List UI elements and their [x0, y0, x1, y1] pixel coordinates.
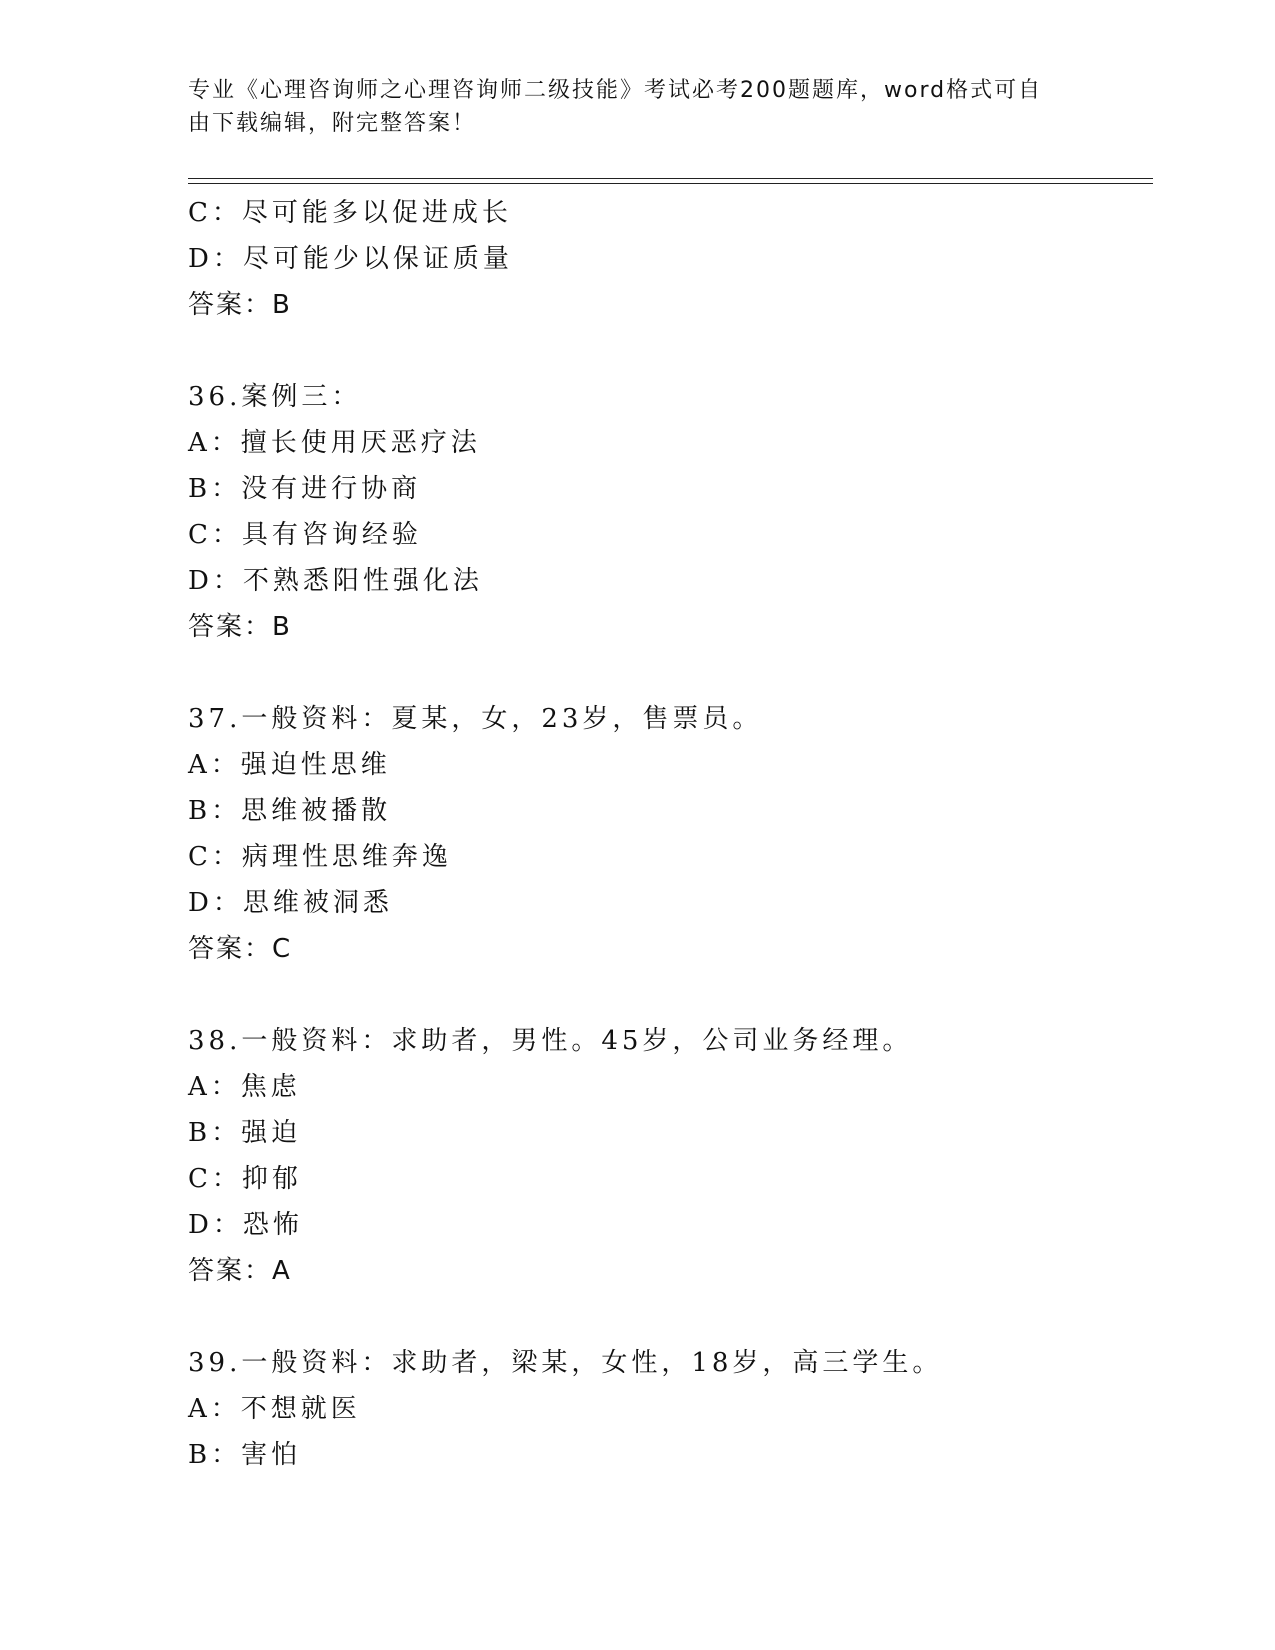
answer: 答案：B: [188, 290, 292, 320]
option-b: B：强迫: [188, 1118, 302, 1148]
document-header: [188, 74, 1068, 140]
question-stem: 39.一般资料：求助者，梁某，女性，18岁，高三学生。: [188, 1348, 943, 1378]
option-c: C：病理性思维奔逸: [188, 842, 452, 872]
option-b: B：没有进行协商: [188, 474, 422, 504]
option-d: D：恐怖: [188, 1210, 303, 1240]
question-37: [188, 696, 1153, 972]
option-a: A：焦虑: [188, 1072, 301, 1102]
option-a: A：不想就医: [188, 1394, 361, 1424]
option-b: B：害怕: [188, 1440, 302, 1470]
option-b: B：思维被播散: [188, 796, 392, 826]
header-divider-top: [188, 178, 1153, 179]
header-line-2: 由下载编辑，附完整答案！: [188, 111, 477, 136]
question-stem: 36.案例三：: [188, 382, 362, 412]
answer: 答案：A: [188, 1256, 292, 1286]
question-stem: 38.一般资料：求助者，男性。45岁，公司业务经理。: [188, 1026, 913, 1056]
question-carryover: [188, 190, 1153, 328]
option-d: D：思维被洞悉: [188, 888, 393, 918]
question-stem: 37.一般资料：夏某，女，23岁，售票员。: [188, 704, 763, 734]
option-c: C：具有咨询经验: [188, 520, 422, 550]
spacer: [188, 650, 1153, 696]
spacer: [188, 1294, 1153, 1340]
spacer: [188, 972, 1153, 1018]
option-c: C：尽可能多以促进成长: [188, 198, 512, 228]
option-d: D：不熟悉阳性强化法: [188, 566, 483, 596]
spacer: [188, 328, 1153, 374]
option-a: A：擅长使用厌恶疗法: [188, 428, 481, 458]
question-39: [188, 1340, 1153, 1478]
header-line-1: 专业《心理咨询师之心理咨询师二级技能》考试必考200题题库，word格式可自: [188, 78, 1043, 103]
header-divider-bottom: [188, 183, 1153, 184]
question-36: [188, 374, 1153, 650]
option-d: D：尽可能少以保证质量: [188, 244, 513, 274]
option-c: C：抑郁: [188, 1164, 302, 1194]
answer: 答案：C: [188, 934, 293, 964]
question-list: [188, 190, 1153, 1478]
option-a: A：强迫性思维: [188, 750, 391, 780]
question-38: [188, 1018, 1153, 1294]
answer: 答案：B: [188, 612, 292, 642]
